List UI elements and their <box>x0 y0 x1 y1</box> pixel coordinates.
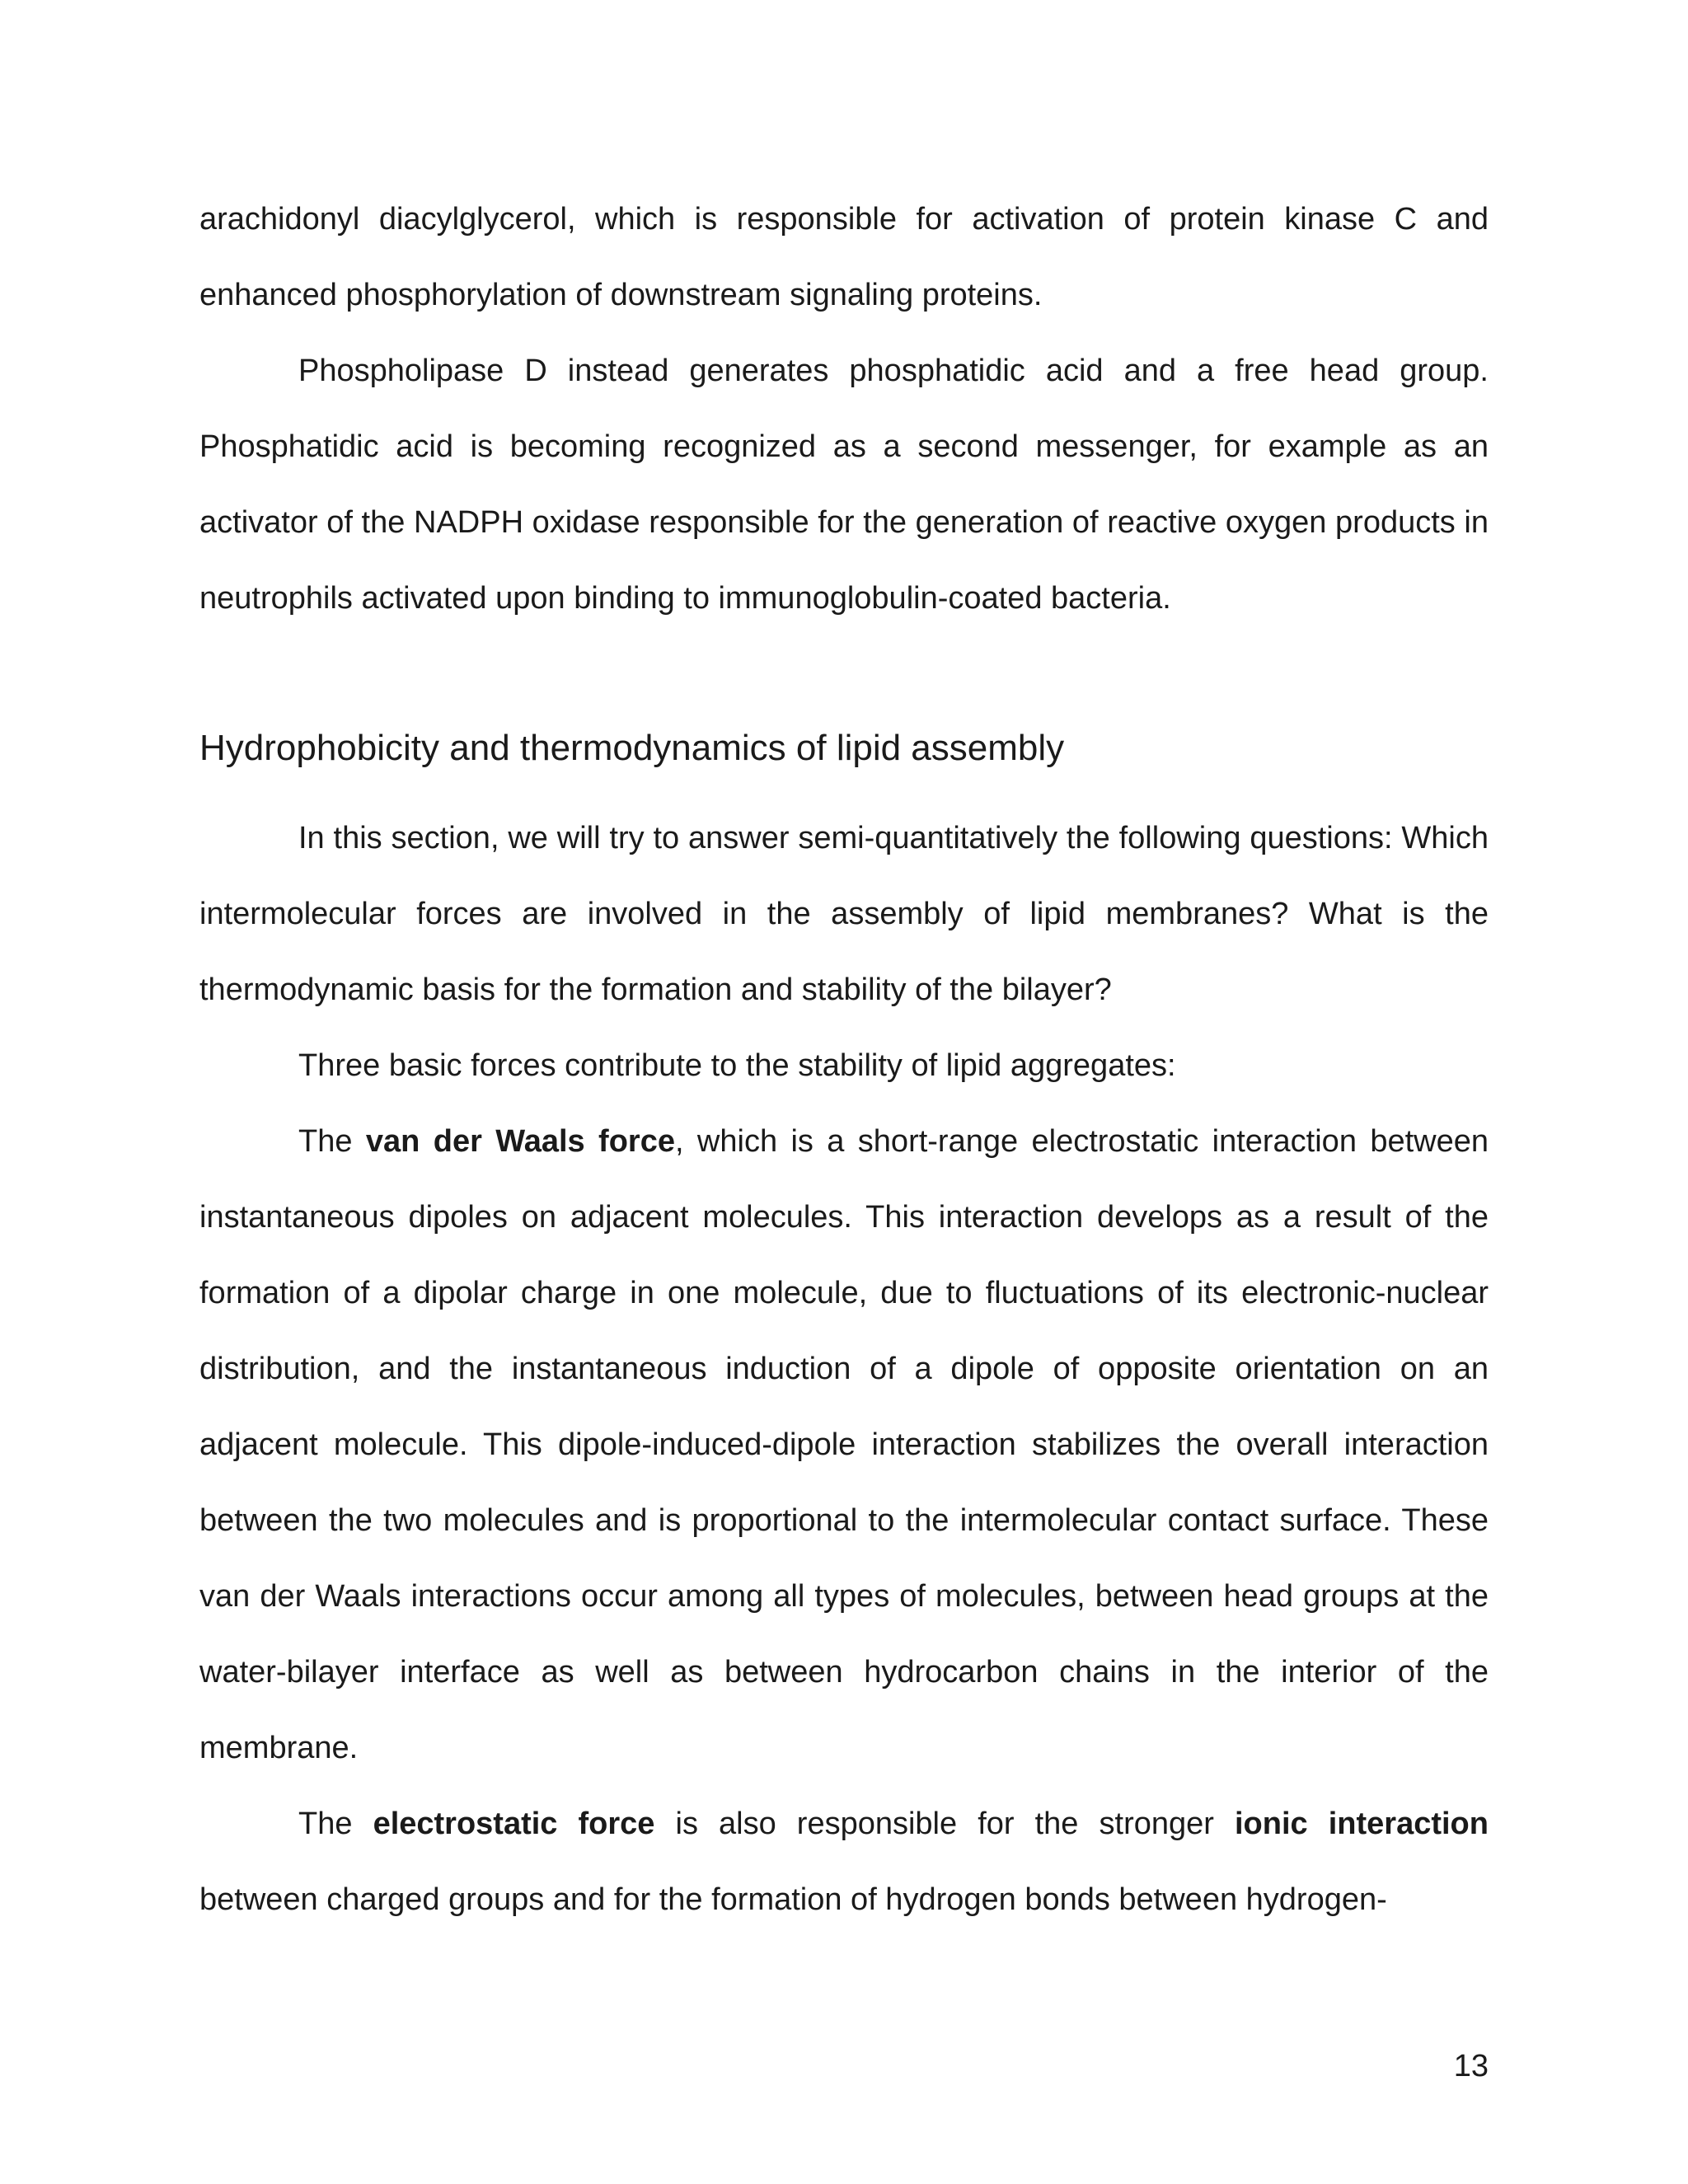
paragraph-continuation: arachidonyl diacylglycerol, which is responsible for activation of protein kinase C and enhanced phosphorylation of downstream signaling proteins. <box>199 202 1489 312</box>
text-block-top <box>199 181 1489 636</box>
vdw-term: van der Waals force <box>365 1124 675 1159</box>
text-block-section <box>199 800 1489 1938</box>
electrostatic-middle: is also responsible for the stronger <box>654 1807 1235 1841</box>
paragraph-phospholipase-d: Phospholipase D instead generates phosphatidic acid and a free head group. Phosphatidic acid is becoming recognized as a second messenger, for example as an activator of the NADPH oxidase responsible for the generation of reactive oxygen products in neutrophils activated upon binding to immunoglobulin-coated bacteria. <box>199 354 1489 616</box>
paragraph-electrostatic <box>199 1786 1489 1938</box>
paragraph-van-der-waals <box>199 1104 1489 1786</box>
paragraph-forces-intro: Three basic forces contribute to the stability of lipid aggregates: <box>298 1048 1176 1083</box>
section-heading: Hydrophobicity and thermodynamics of lipid assembly <box>199 728 1065 768</box>
vdw-lead: The <box>298 1124 366 1159</box>
ionic-interaction-term: ionic interaction <box>1234 1807 1489 1841</box>
electrostatic-rest: between charged groups and for the formation of hydrogen bonds between hydrogen- <box>199 1882 1387 1917</box>
vdw-rest: , which is a short-range electrostatic interaction between instantaneous dipoles on adjacent molecules. This interaction develops as a result of the formation of a dipolar charge in one molecule, due to fluctuations of its electronic-nuclear distribution, and the instantaneous induction of a dipole of opposite orientation on an adjacent molecule. This dipole-induced-dipole interaction stabilizes the overall interaction between the two molecules and is proportional to the intermolecular contact surface. These van der Waals interactions occur among all types of molecules, between head groups at the water-bilayer interface as well as between hydrocarbon chains in the interior of the membrane. <box>199 1124 1489 1765</box>
page-number: 13 <box>1453 2049 1489 2083</box>
electrostatic-lead: The <box>298 1807 373 1841</box>
electrostatic-term: electrostatic force <box>373 1807 655 1841</box>
paragraph-section-intro: In this section, we will try to answer semi-quantitatively the following questions: Which intermolecular forces are involved in the assembly of lipid membranes? What is the thermodynamic basis for the formation and stability of the bilayer? <box>199 821 1489 1007</box>
